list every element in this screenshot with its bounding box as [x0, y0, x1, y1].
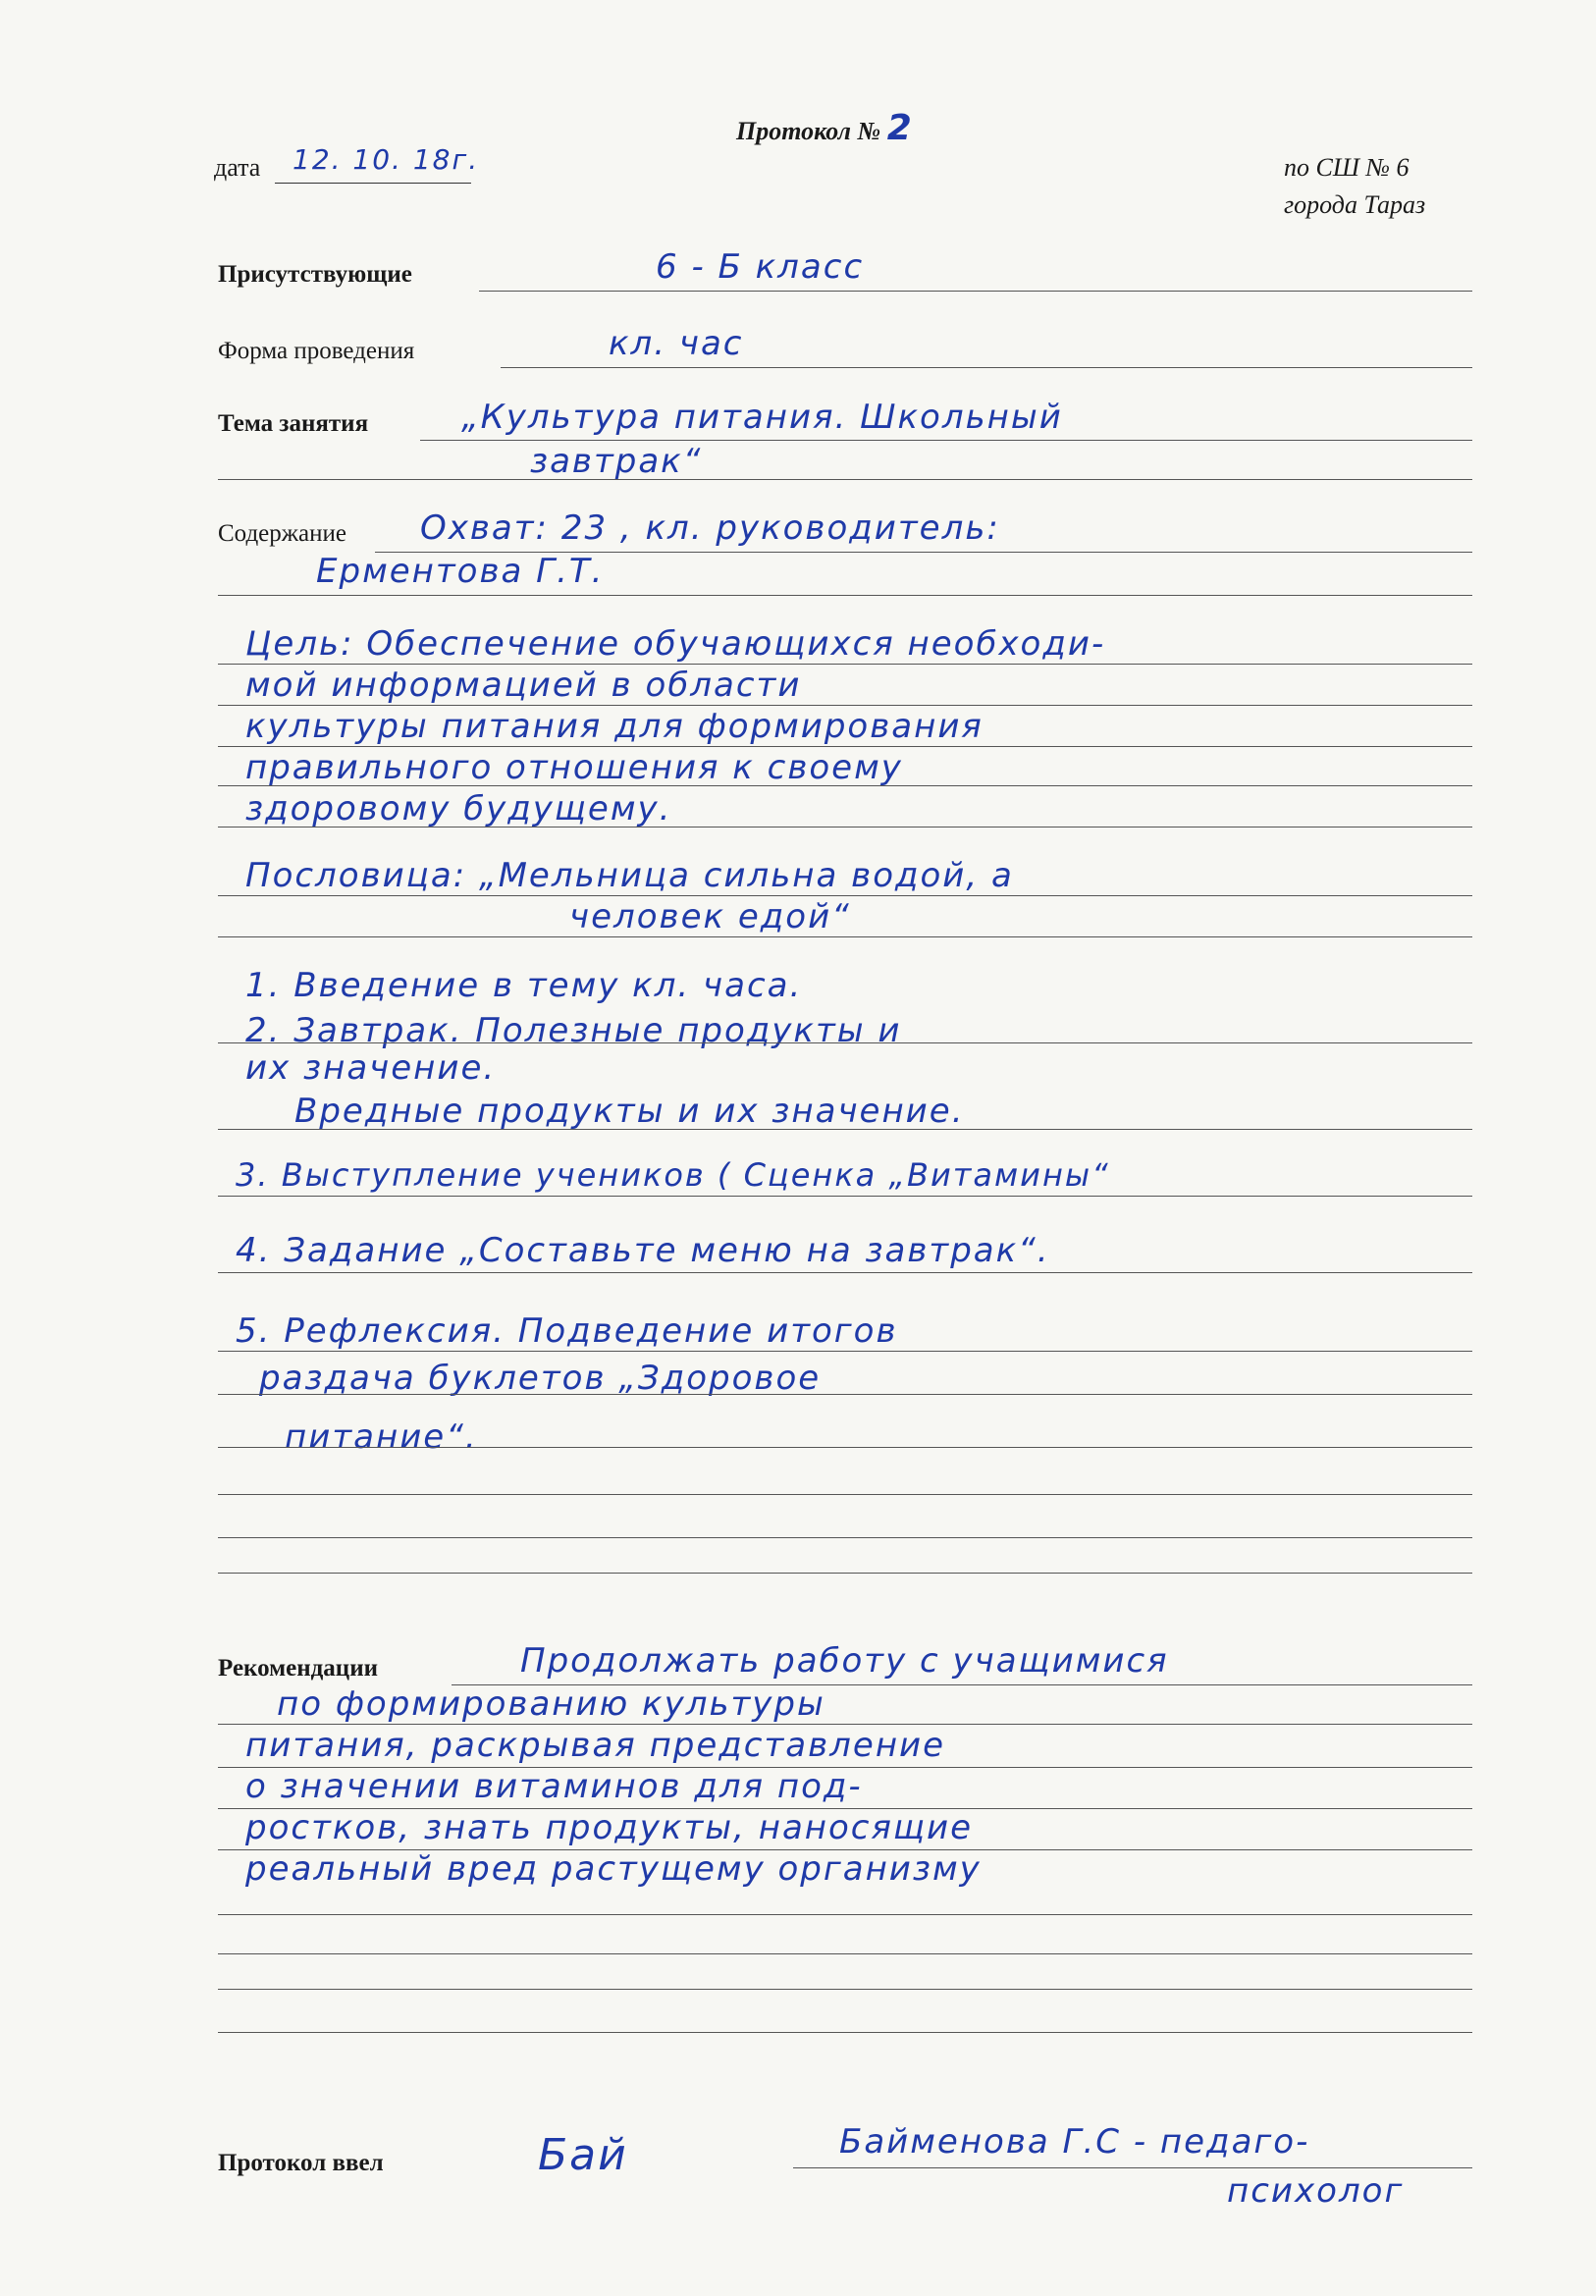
content-text-line: Вредные продукты и их значение.	[294, 1092, 965, 1131]
recommendation-line: питания, раскрывая представление	[245, 1726, 946, 1765]
form-value: кл. час	[609, 324, 744, 363]
rule	[218, 1914, 1472, 1915]
rule	[218, 936, 1472, 937]
school-name	[1284, 149, 1425, 224]
rule	[218, 664, 1472, 665]
content-text-line: питание“.	[285, 1417, 478, 1457]
signature-mark: Бай	[538, 2130, 628, 2180]
rule	[218, 2032, 1472, 2033]
rule	[218, 1724, 1472, 1725]
rule	[218, 595, 1472, 596]
rule	[218, 705, 1472, 706]
recommendation-line: ростков, знать продукты, наносящие	[245, 1808, 973, 1847]
present-label: Присутствующие	[218, 261, 412, 288]
rule	[793, 2167, 1472, 2168]
content-text-line: 4. Задание „Составьте меню на завтрак“.	[236, 1231, 1050, 1270]
content-text-line: Цель: Обеспечение обучающихся необходи-	[245, 624, 1106, 664]
school-line-1: по СШ № 6	[1284, 153, 1410, 182]
recommendation-line: Продолжать работу с учащимися	[520, 1641, 1169, 1681]
content-text-line: здоровому будущему.	[245, 789, 672, 828]
topic-line-2: завтрак“	[530, 442, 703, 481]
protocol-label: Протокол №	[736, 117, 881, 145]
signature-name-continued: психолог	[1227, 2171, 1405, 2211]
rule	[218, 1537, 1472, 1538]
rule	[218, 746, 1472, 747]
protocol-title	[736, 108, 914, 148]
rule	[218, 1272, 1472, 1273]
content-label: Содержание	[218, 520, 346, 547]
rule	[218, 1351, 1472, 1352]
protocol-number: 2	[886, 108, 914, 148]
present-value: 6 - Б класс	[656, 247, 865, 287]
rule	[479, 291, 1472, 292]
recommendation-line: о значении витаминов для под-	[245, 1767, 863, 1806]
content-text-line: 2. Завтрак. Полезные продукты и	[245, 1011, 902, 1050]
recommendation-line: реальный вред растущему организму	[245, 1849, 982, 1889]
content-text-line: их значение.	[245, 1048, 497, 1088]
rule	[218, 479, 1472, 480]
date-underline	[275, 183, 471, 184]
content-text-line: 3. Выступление учеников ( Сценка „Витамины“	[236, 1156, 1110, 1194]
rule	[218, 895, 1472, 896]
content-text-line: правильного отношения к своему	[245, 748, 903, 787]
school-line-2: города Тараз	[1284, 190, 1426, 219]
form-label: Форма проведения	[218, 338, 415, 364]
date-label: дата	[214, 153, 261, 182]
topic-label: Тема занятия	[218, 410, 369, 437]
rule	[218, 785, 1472, 786]
recommendation-line: по формированию культуры	[277, 1684, 825, 1724]
rule	[218, 1494, 1472, 1495]
content-text-line: человек едой“	[569, 897, 851, 936]
rule	[218, 1129, 1472, 1130]
rule	[501, 367, 1472, 368]
content-text-line: Пословица: „Мельница сильна водой, а	[245, 856, 1014, 895]
topic-line-1: „Культура питания. Школьный	[461, 398, 1063, 437]
content-line-1: Охват: 23 , кл. руководитель:	[420, 508, 1000, 548]
rule	[218, 1394, 1472, 1395]
signature-label: Протокол ввел	[218, 2150, 384, 2176]
content-text-line: 5. Рефлексия. Подведение итогов	[236, 1311, 898, 1351]
rule	[218, 1042, 1472, 1043]
rule	[218, 1196, 1472, 1197]
date-value: 12. 10. 18г.	[293, 143, 480, 176]
rule	[218, 827, 1472, 828]
rule	[218, 1447, 1472, 1448]
rule	[218, 1953, 1472, 1954]
rule	[420, 440, 1472, 441]
content-line-2: Ерментова Г.Т.	[316, 552, 605, 591]
content-text-line: мой информацией в области	[245, 666, 802, 705]
content-text-line: 1. Введение в тему кл. часа.	[245, 966, 803, 1005]
rule	[218, 1989, 1472, 1990]
recommendations-label: Рекомендации	[218, 1655, 379, 1682]
signature-name: Байменова Г.С - педаго-	[839, 2122, 1310, 2162]
content-text-line: раздача буклетов „Здоровое	[259, 1359, 822, 1398]
rule	[218, 1573, 1472, 1574]
content-text-line: культуры питания для формирования	[245, 707, 984, 746]
